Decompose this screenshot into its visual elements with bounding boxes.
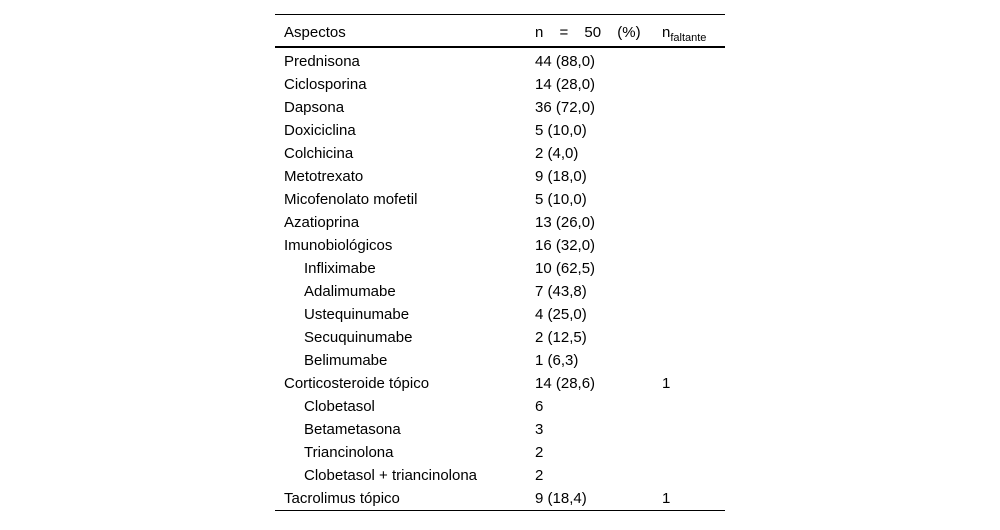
table-row: [275, 372, 725, 395]
value-cell: 9 (18,4): [535, 490, 587, 507]
value-cell: 13 (26,0): [535, 214, 596, 231]
table-row: [275, 47, 725, 73]
value-cell: 36 (72,0): [535, 99, 596, 116]
missing-cell: [662, 395, 725, 418]
aspect-cell: Prednisona: [284, 53, 360, 70]
table-row: [275, 349, 725, 372]
table-row: [275, 441, 725, 464]
value-cell: 4 (25,0): [535, 306, 587, 323]
missing-cell: [662, 47, 725, 73]
missing-cell: [662, 280, 725, 303]
aspect-cell: Tacrolimus tópico: [284, 490, 400, 507]
table-row: [275, 234, 725, 257]
sub-aspect-cell: Secuquinumabe: [304, 329, 413, 346]
value-cell: 6: [535, 398, 544, 415]
table-row: [275, 487, 725, 511]
value-cell: 2: [535, 444, 544, 461]
table-row: [275, 418, 725, 441]
sub-aspect-cell: Belimumabe: [304, 352, 388, 369]
value-cell: 7 (43,8): [535, 283, 587, 300]
aspect-cell: Dapsona: [284, 99, 345, 116]
missing-cell: [662, 73, 725, 96]
sub-aspect-cell: Clobetasol: [304, 398, 375, 415]
table-body: [275, 47, 725, 511]
aspect-cell: Doxiciclina: [284, 122, 356, 139]
value-cell: 5 (10,0): [535, 122, 587, 139]
sub-aspect-cell: Betametasona: [304, 421, 401, 438]
sub-aspect-cell: Clobetasol + triancinolona: [304, 467, 478, 484]
missing-cell: [662, 418, 725, 441]
aspect-cell: Ciclosporina: [284, 76, 367, 93]
value-cell: 1 (6,3): [535, 352, 579, 369]
missing-cell: [662, 303, 725, 326]
missing-cell: [662, 119, 725, 142]
medication-table: [275, 14, 725, 511]
table-row: [275, 188, 725, 211]
aspect-cell: Azatioprina: [284, 214, 360, 231]
table-row: [275, 211, 725, 234]
table-header: [275, 15, 725, 48]
table-row: [275, 257, 725, 280]
value-cell: 14 (28,6): [535, 375, 596, 392]
sub-aspect-cell: Infliximabe: [304, 260, 376, 277]
header-missing: [662, 15, 725, 48]
table-row: [275, 119, 725, 142]
table-row: [275, 303, 725, 326]
aspect-cell: Micofenolato mofetil: [284, 191, 418, 208]
missing-cell: [662, 142, 725, 165]
missing-cell: [662, 326, 725, 349]
header-aspect: Aspectos: [284, 24, 346, 41]
value-cell: 9 (18,0): [535, 168, 587, 185]
missing-cell: 1: [662, 375, 671, 392]
missing-cell: [662, 257, 725, 280]
missing-cell: [662, 349, 725, 372]
missing-cell: [662, 96, 725, 119]
header-row: [275, 15, 725, 48]
medication-table-container: [275, 14, 725, 511]
missing-cell: [662, 234, 725, 257]
table-row: [275, 142, 725, 165]
missing-cell: [662, 165, 725, 188]
aspect-cell: Colchicina: [284, 145, 354, 162]
value-cell: 16 (32,0): [535, 237, 596, 254]
value-cell: 2: [535, 467, 544, 484]
value-cell: 2 (12,5): [535, 329, 587, 346]
aspect-cell: Metotrexato: [284, 168, 364, 185]
sub-aspect-cell: Triancinolona: [304, 444, 394, 461]
sub-aspect-cell: Ustequinumabe: [304, 306, 410, 323]
header-missing-sub: faltante: [670, 32, 707, 44]
table-row: [275, 395, 725, 418]
missing-cell: [662, 211, 725, 234]
sub-aspect-cell: Adalimumabe: [304, 283, 396, 300]
value-cell: 2 (4,0): [535, 145, 579, 162]
table-row: [275, 73, 725, 96]
table-row: [275, 326, 725, 349]
missing-cell: [662, 441, 725, 464]
table-row: [275, 464, 725, 487]
value-cell: 3: [535, 421, 544, 438]
header-n: n = 50 (%): [535, 24, 641, 41]
aspect-cell: Corticosteroide tópico: [284, 375, 430, 392]
missing-cell: [662, 188, 725, 211]
table-row: [275, 96, 725, 119]
value-cell: 44 (88,0): [535, 53, 596, 70]
value-cell: 10 (62,5): [535, 260, 596, 277]
table-row: [275, 280, 725, 303]
aspect-cell: Imunobiológicos: [284, 237, 393, 254]
header-missing-main: n: [662, 24, 671, 41]
missing-cell: 1: [662, 490, 671, 507]
table-row: [275, 165, 725, 188]
missing-cell: [662, 464, 725, 487]
value-cell: 5 (10,0): [535, 191, 587, 208]
value-cell: 14 (28,0): [535, 76, 596, 93]
